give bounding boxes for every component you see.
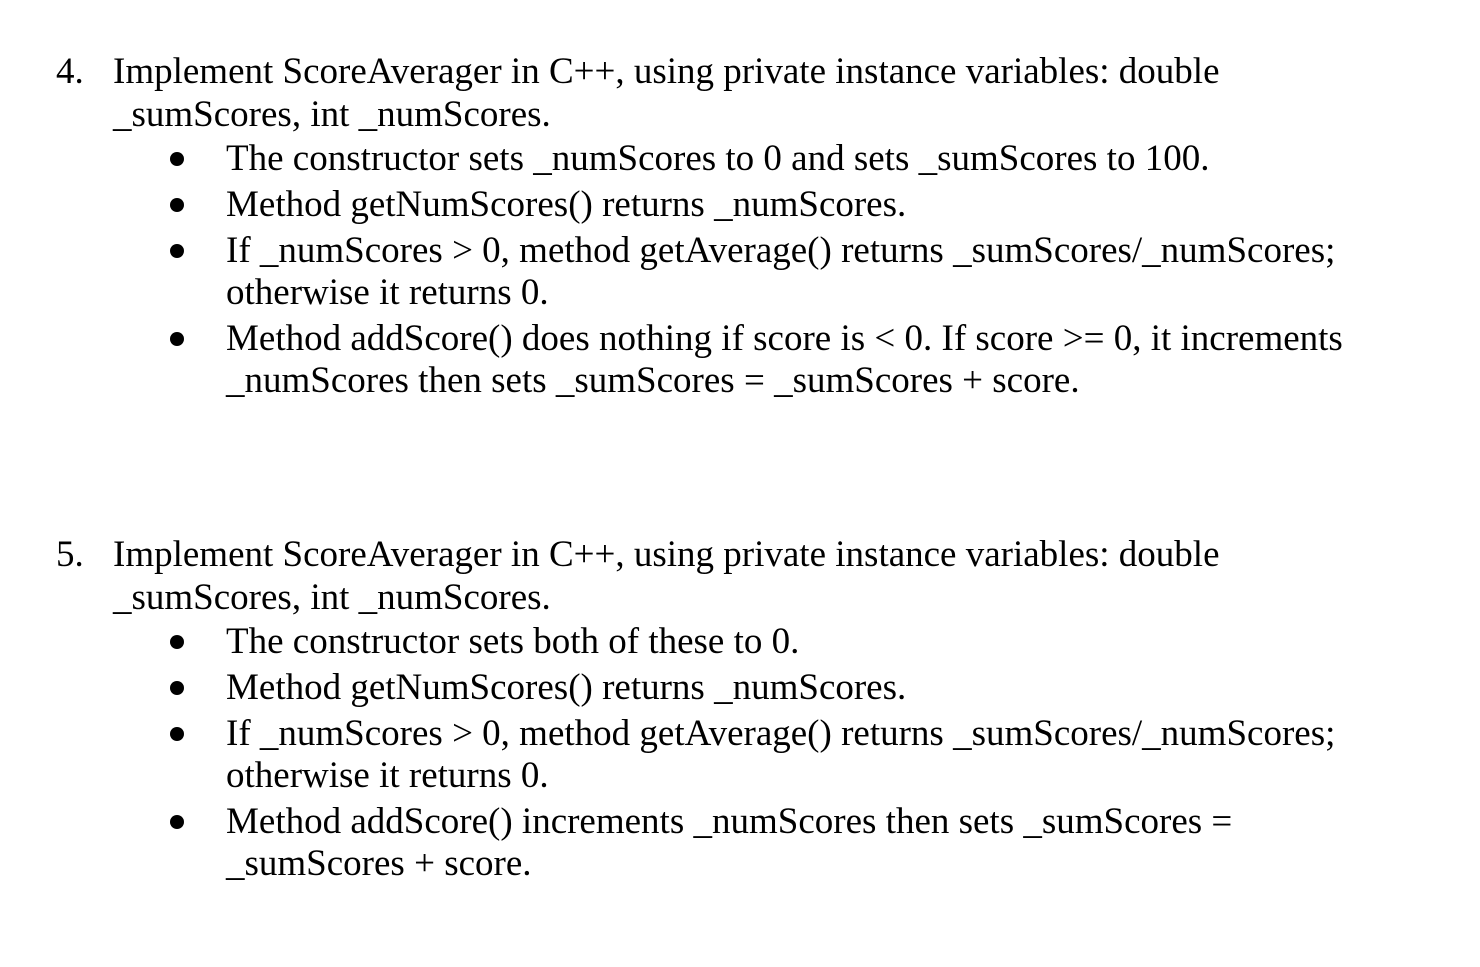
list-item-text: Method getNumScores() returns _numScores. [226,667,907,708]
bullet-icon [170,681,184,695]
list-item [226,621,1376,663]
question-text: Implement ScoreAverager in C++, using private instance variables: double _sumScores, int _numScores. [113,51,1220,135]
bullet-icon [170,727,184,741]
list-item-text: Method addScore() increments _numScores then sets _sumScores = _sumScores + score. [226,801,1233,884]
question-text: Implement ScoreAverager in C++, using private instance variables: double _sumScores, int _numScores. [113,534,1220,618]
bullet-icon [170,635,184,649]
question-number: 4. [56,51,84,92]
list-item [226,138,1376,180]
list-item-text: The constructor sets _numScores to 0 and sets _sumScores to 100. [226,138,1210,179]
bullet-icon [170,198,184,212]
list-item-text: Method getNumScores() returns _numScores. [226,184,907,225]
question-4 [0,50,1480,406]
bullet-icon [170,244,184,258]
bullet-icon [170,815,184,829]
list-item-text: Method addScore() does nothing if score is < 0. If score >= 0, it increments _numScores then sets _sumScores = _sumScores + score. [226,318,1343,401]
list-item [226,667,1376,709]
bullet-icon [170,332,184,346]
bullet-icon [170,152,184,166]
list-item [226,184,1376,226]
list-item [226,713,1376,797]
list-item-text: The constructor sets both of these to 0. [226,621,800,662]
list-item [226,801,1376,885]
requirement-list [0,138,1480,402]
list-item [226,230,1376,314]
question-heading [56,533,1363,619]
question-5 [0,533,1480,889]
list-item-text: If _numScores > 0, method getAverage() returns _sumScores/_numScores; otherwise it returns 0. [226,230,1336,313]
list-item [226,318,1376,402]
list-item-text: If _numScores > 0, method getAverage() returns _sumScores/_numScores; otherwise it returns 0. [226,713,1336,796]
question-heading [56,50,1363,136]
question-number: 5. [56,534,84,575]
requirement-list [0,621,1480,885]
